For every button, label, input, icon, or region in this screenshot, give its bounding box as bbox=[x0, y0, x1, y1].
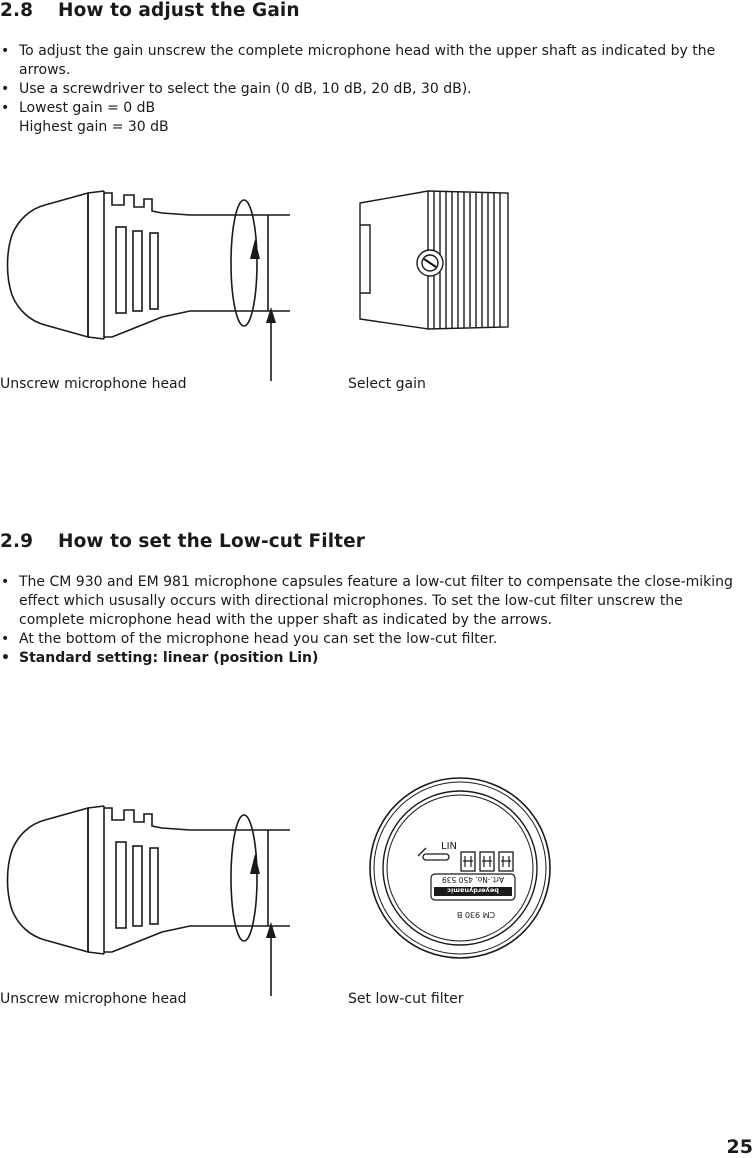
mic-slot bbox=[133, 846, 142, 926]
bullet-item: • The CM 930 and EM 981 microphone capsules feature a low-cut filter to compensate the close-miking effect which ususally occurs with directional microphones. To set the low-cut filter unscrew the complete microphone head with the upper shaft as indicated by the arrows. bbox=[0, 573, 750, 630]
mic-slot bbox=[133, 231, 142, 311]
mic-ring bbox=[88, 806, 104, 954]
bullet-item: • Standard setting: linear (position Lin) bbox=[0, 649, 750, 668]
mic-body bbox=[104, 193, 290, 337]
capsule-notch bbox=[360, 225, 370, 293]
capsule-bottom-illustration bbox=[368, 770, 554, 968]
figure-caption: Unscrew microphone head bbox=[0, 991, 187, 1007]
page-number: 25 bbox=[726, 1136, 753, 1158]
section-heading-lowcut bbox=[0, 531, 365, 552]
bullet-text: Lowest gain = 0 dB bbox=[19, 100, 156, 116]
mic-slot bbox=[116, 227, 126, 313]
bullet-item bbox=[0, 99, 750, 137]
arrow-head bbox=[250, 854, 260, 874]
rotation-arrow bbox=[231, 815, 257, 941]
mic-ring bbox=[88, 191, 104, 339]
model-label: CM 930 B bbox=[456, 910, 496, 919]
gain-selector-illustration bbox=[340, 185, 530, 335]
lowcut-bullet-list bbox=[0, 573, 750, 668]
rotation-arrow bbox=[231, 200, 257, 326]
thread-lines bbox=[434, 191, 500, 329]
bullet-item: • Use a screwdriver to select the gain (0 dB, 10 dB, 20 dB, 30 dB). bbox=[0, 80, 750, 99]
capsule-label-plate bbox=[431, 874, 515, 900]
capsule-outer-ring bbox=[370, 778, 550, 958]
bullet-item: • At the bottom of the microphone head you can set the low-cut filter. bbox=[0, 630, 750, 649]
section-number: 2.8 bbox=[0, 0, 34, 21]
mic-grille-dome bbox=[8, 808, 89, 952]
mic-grille-dome bbox=[8, 193, 89, 337]
mic-slot bbox=[150, 233, 158, 309]
section-number: 2.9 bbox=[0, 531, 34, 552]
switch-label: LIN bbox=[441, 841, 458, 852]
brand-label: beyerdynamic bbox=[447, 886, 499, 895]
figure-caption: Unscrew microphone head bbox=[0, 376, 187, 392]
gain-bullet-list bbox=[0, 42, 750, 137]
mic-slot bbox=[116, 842, 126, 928]
bullet-item: • To adjust the gain unscrew the complete microphone head with the upper shaft as indicated by the arrows. bbox=[0, 42, 750, 80]
bullet-continuation: Highest gain = 30 dB bbox=[19, 119, 169, 135]
figure-caption: Set low-cut filter bbox=[348, 991, 464, 1007]
microphone-head-illustration bbox=[0, 185, 300, 385]
figure-caption: Select gain bbox=[348, 376, 426, 392]
arrow-head bbox=[250, 239, 260, 259]
mic-body bbox=[104, 808, 290, 952]
mic-slot bbox=[150, 848, 158, 924]
section-heading-gain bbox=[0, 0, 300, 21]
section-title: How to set the Low-cut Filter bbox=[58, 531, 365, 552]
art-no-label: Art.-No. 450 539 bbox=[441, 875, 505, 884]
microphone-head-illustration bbox=[0, 800, 300, 1000]
section-title: How to adjust the Gain bbox=[58, 0, 300, 21]
